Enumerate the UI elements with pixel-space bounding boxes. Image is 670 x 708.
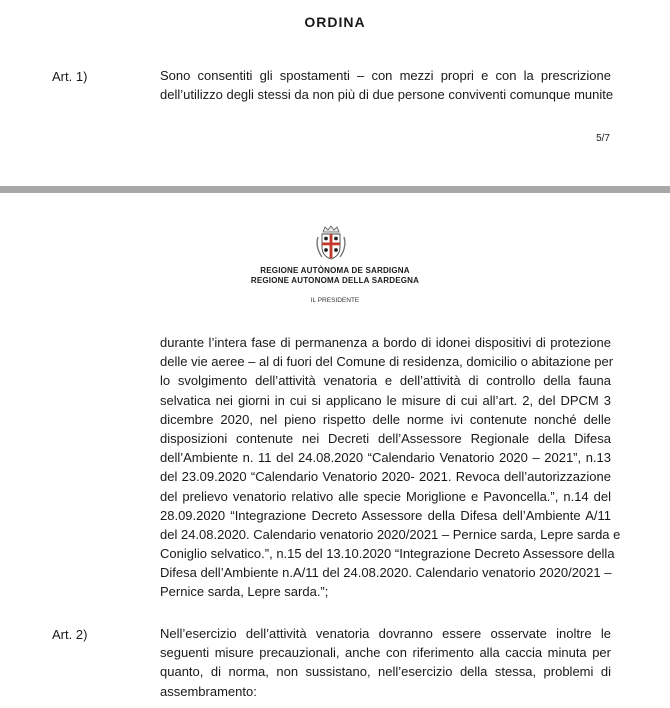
page-1 xyxy=(0,0,670,186)
text-line: 28.09.2020 “Integrazione Decreto Assessore della Difesa dell’Ambiente A/11 xyxy=(160,507,611,523)
text-line: durante l’intera fase di permanenza a bordo di idonei dispositivi di protezione xyxy=(160,335,611,350)
text-line: disposizioni contenute nei Decreti dell’Assessore Regionale della Difesa xyxy=(160,430,611,446)
text-line: Coniglio selvatico.”, n.15 del 13.10.2020 “Integrazione Decreto Assessore della xyxy=(160,546,615,562)
text-line: seguenti misure precauzionali, anche con riferimento alla caccia minuta per xyxy=(160,645,611,661)
text-line: Difesa dell’Ambiente n.A/11 del 24.08.2020. Calendario venatorio 2020/2021 – xyxy=(160,565,612,581)
org-name-sardinian: REGIONE AUTÒNOMA DE SARDIGNA xyxy=(260,266,410,275)
page-separator xyxy=(0,186,670,193)
article-1-continued-text xyxy=(160,333,621,602)
text-line: del 24.08.2020. Calendario venatorio 2020/2021 – Pernice sarda, Lepre sarda e xyxy=(160,526,621,542)
org-name-italian: REGIONE AUTONOMA DELLA SARDEGNA xyxy=(250,276,420,285)
text-line: lo svolgimento dell’attività venatoria e dell’attività di controllo della fauna xyxy=(160,373,611,389)
section-heading: ORDINA xyxy=(304,14,366,30)
text-line: assembramento: xyxy=(160,683,257,699)
article-2-text xyxy=(160,624,611,701)
page-number: 5/7 xyxy=(596,133,610,144)
text-line: selvatica nei giorni in cui si applicano le misure di cui all’art. 2, del DPCM 3 xyxy=(160,392,611,408)
text-line: dicembre 2020, nel pieno rispetto delle norme ivi contenute nonché delle xyxy=(160,411,611,427)
text-line: Pernice sarda, Lepre sarda.”; xyxy=(160,584,329,600)
article-2-label: Art. 2) xyxy=(52,627,88,642)
text-line: del prelievo venatorio relativo alle specie Moriglione e Pavoncella.”, n.14 del xyxy=(160,488,611,504)
office-title: IL PRESIDENTE xyxy=(310,297,360,304)
text-line: del 23.09.2020 “Calendario Venatorio 2020- 2021. Revoca dell’autorizzazione xyxy=(160,469,611,485)
coat-of-arms-icon xyxy=(314,225,348,261)
article-1-label: Art. 1) xyxy=(52,69,88,84)
text-line: Nell’esercizio dell’attività venatoria dovranno essere osservate inoltre le xyxy=(160,626,611,641)
text-line: Sono consentiti gli spostamenti – con mezzi propri e con la prescrizione xyxy=(160,68,611,83)
article-1-text xyxy=(160,66,614,104)
text-line: dell’Ambiente n. 11 del 24.08.2020 “Calendario Venatorio 2020 – 2021”, n.13 xyxy=(160,450,611,466)
text-line: dell’utilizzo degli stessi da non più di due persone conviventi comunque munite xyxy=(160,87,614,103)
text-line: quanto, di norma, non sussistano, nell’esercizio della stessa, problemi di xyxy=(160,664,611,680)
text-line: delle vie aeree – al di fuori del Comune di residenza, domicilio o abitazione per xyxy=(160,354,614,370)
